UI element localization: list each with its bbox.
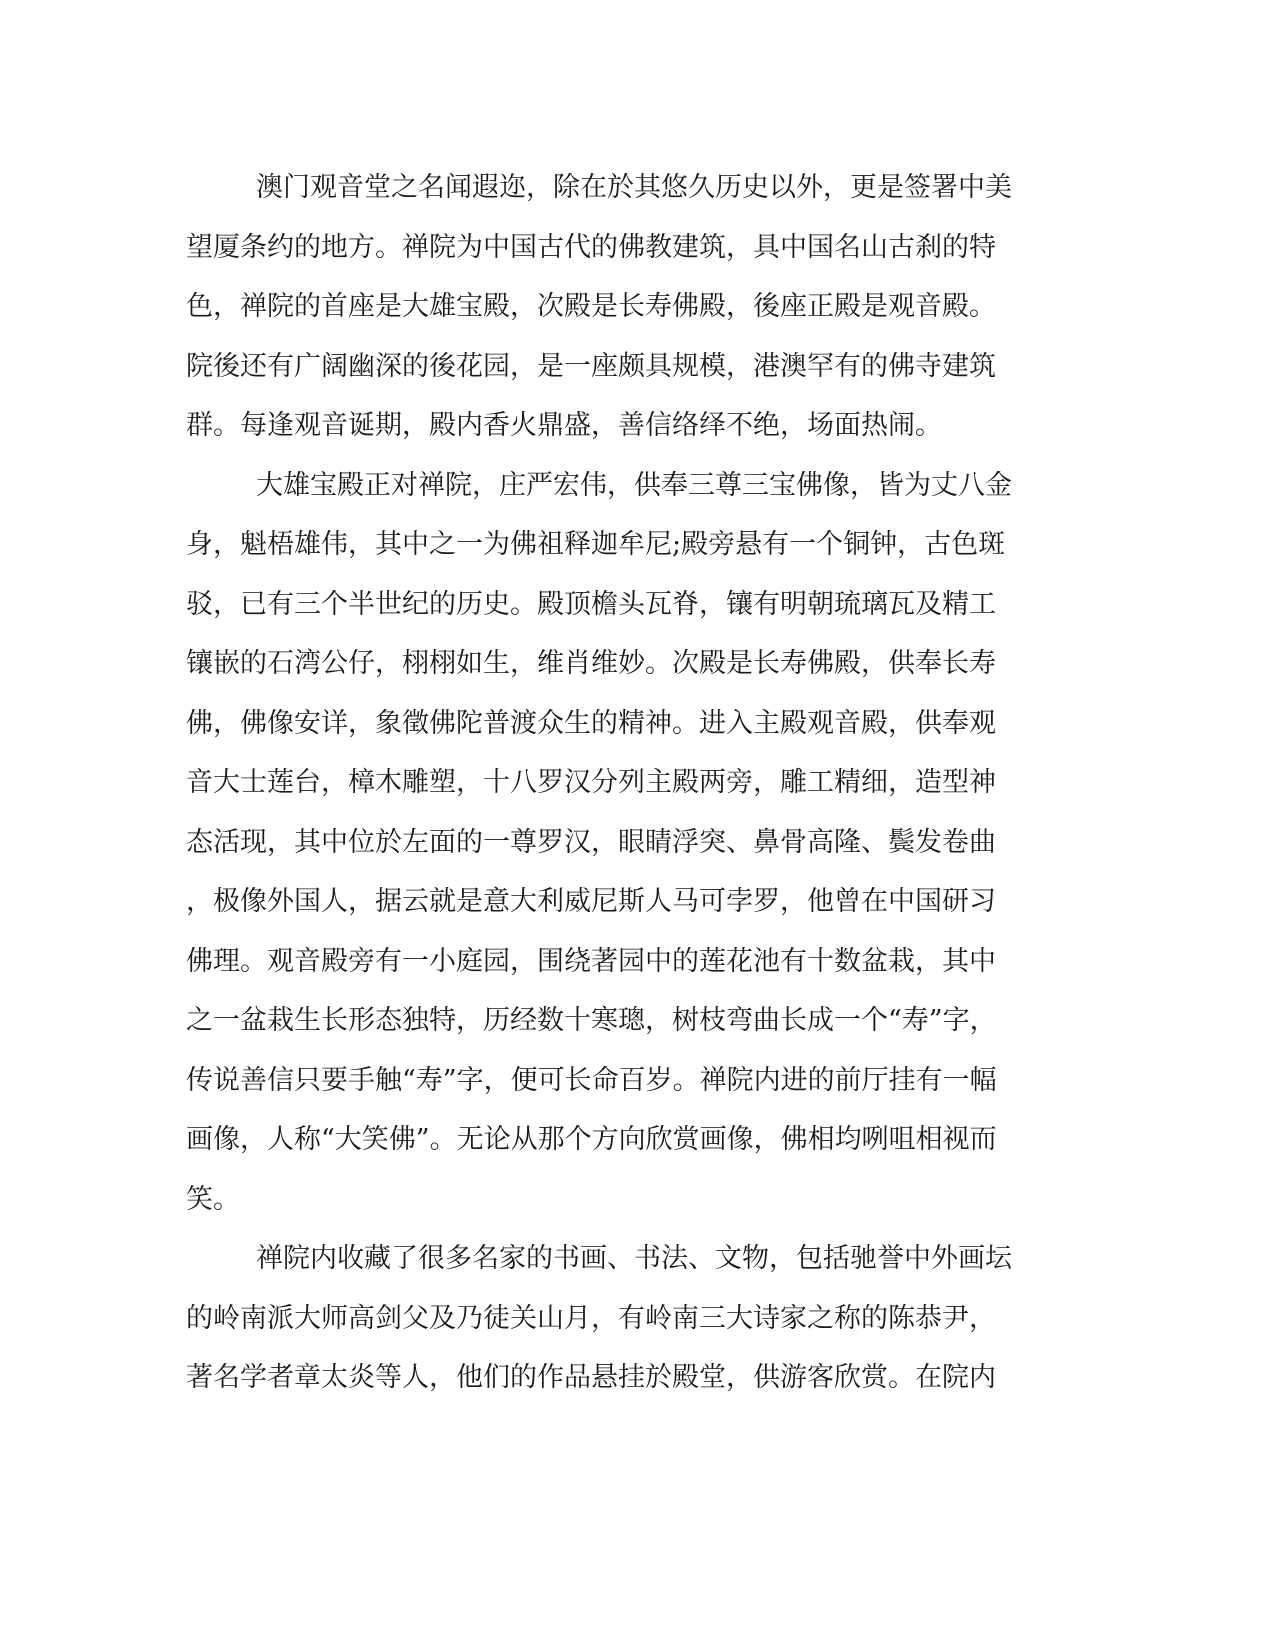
text-line: 著名学者章太炎等人，他们的作品悬挂於殿堂，供游客欣赏。在院内 [186,1362,996,1393]
text-line: 佛，佛像安详，象徵佛陀普渡众生的精神。进入主殿观音殿，供奉观 [186,707,996,739]
text-line: 传说善信只要手触“寿”字，便可长命百岁。禅院内进的前厅挂有一幅 [186,1064,997,1096]
text-line: 身，魁梧雄伟，其中之一为佛祖释迦牟尼;殿旁悬有一个铜钟，古色斑 [186,529,1006,560]
text-line: 音大士莲台，樟木雕塑，十八罗汉分列主殿两旁，雕工精细，造型神 [186,767,996,798]
text-line: 望厦条约的地方。禅院为中国古代的佛教建筑，具中国名山古刹的特 [186,231,996,263]
text-line: 镶嵌的石湾公仔，栩栩如生，维肖维妙。次殿是长寿佛殿，供奉长寿 [186,648,996,679]
text-line: 色，禅院的首座是大雄宝殿，次殿是长寿佛殿，後座正殿是观音殿。 [186,291,996,322]
text-line: 禅院内收藏了很多名家的书画、书法、文物，包括驰誉中外画坛 [256,1243,1012,1274]
paragraph-1 [186,158,1066,456]
text-line: 之一盆栽生长形态独特，历经数十寒璁，树枝弯曲长成一个“寿”字， [186,1005,997,1036]
text-line: 院後还有广阔幽深的後花园，是一座颇具规模，港澳罕有的佛寺建筑 [186,350,996,382]
text-line: 驳，已有三个半世纪的历史。殿顶檐头瓦脊，镶有明朝琉璃瓦及精工 [186,588,996,620]
text-line: 佛理。观音殿旁有一小庭园，围绕著园中的莲花池有十数盆栽，其中 [186,945,996,977]
paragraph-3 [186,1229,1066,1408]
text-line: 画像，人称“大笑佛”。无论从那个方向欣赏画像，佛相均咧咀相视而 [186,1124,997,1155]
text-line: 的岭南派大师高剑父及乃徒关山月，有岭南三大诗家之称的陈恭尹， [186,1302,996,1334]
text-line: 大雄宝殿正对禅院，庄严宏伟，供奉三尊三宝佛像，皆为丈八金 [256,469,1012,501]
text-line: 群。每逢观音诞期，殿内香火鼎盛，善信络绎不绝，场面热闹。 [186,410,942,441]
text-line: 态活现，其中位於左面的一尊罗汉，眼睛浮突、鼻骨高隆、鬓发卷曲 [186,826,996,858]
body-text [186,158,1066,1408]
text-line: 澳门观音堂之名闻遐迩，除在於其悠久历史以外，更是签署中美 [256,172,1012,203]
text-line: ，极像外国人，据云就是意大利威尼斯人马可孛罗，他曾在中国研习 [186,886,996,917]
text-line: 笑。 [186,1183,240,1215]
paragraph-2 [186,456,1066,1230]
